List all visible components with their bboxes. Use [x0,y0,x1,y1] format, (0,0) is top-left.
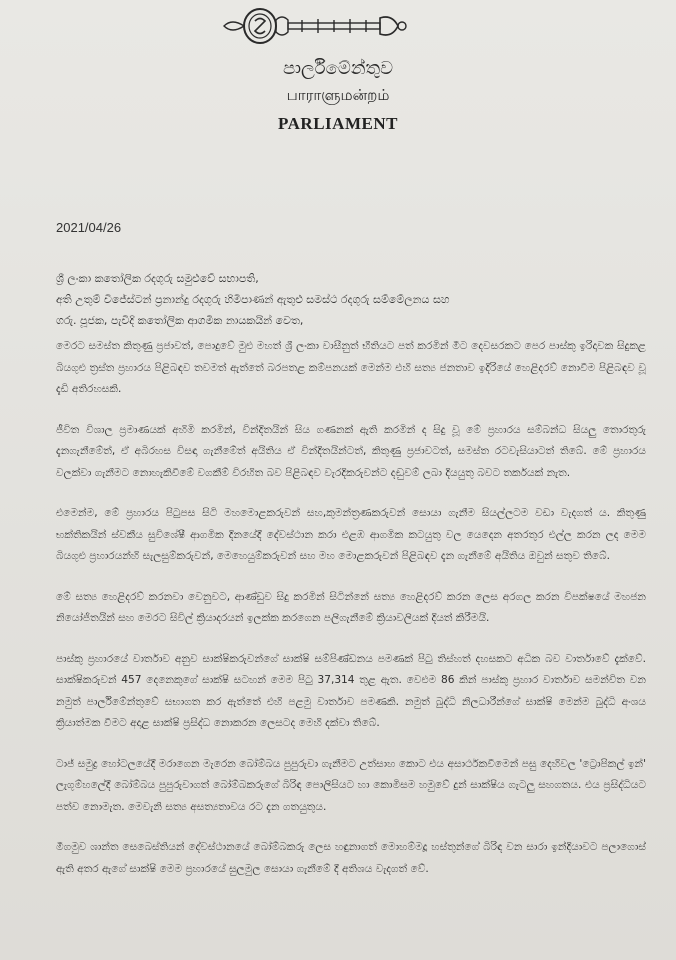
body-paragraph: මේ සත්‍ය හෙළිදරව් කරනවා වෙනුවට, ආණ්ඩුව සිදු කරමින් සිටින්නේ සත්‍ය හෙළිදරව් කරන ලෙස අරගල කරන විපක්ෂයේ මහජන නියෝජිතයින් සහ මෙරට සිවිල් ක්‍රියාදරයන් ඉලක්ක කරගෙන පලිගැනීමේ ක්‍රියාවලියක් දියත් කිරීමයි. [56,590,646,624]
recipient-address [56,268,646,331]
body-paragraph: මෙරට සමස්ත කිතුණු ප්‍රජාවත්, පොදුවේ මුළු මහත් ශ්‍රී ලංකා වාසීනුත් භීතියට පත් කරමින් මීට දෙවසරකට පෙර පාස්කු ඉරිදාවක සිදුකළ බියගුළු ත්‍රස්ත ප්‍රහාරය පිළිබඳව තවමත් ඇත්තේ බරපතළ කම්පනයක් මෙන්ම එහි සත්‍ය ජනතාව ඉදිරියේ හෙළිදරව් නොවීම පිළිබඳව වූ දැඩි අතිරහසකි. [56,340,646,395]
body-paragraph: එමෙන්ම, මේ ප්‍රහාරය පිටුපස සිටි මහමොළකරුවන් සහ,කුමන්ත්‍රණකරුවන් සොයා ගැනීම සියල්ලටම වඩා වැදගත් ය. කිතුණු භක්තිකයින් ස්වකීය සුවිශේෂී ආගමික දිනයේදී දේවස්ථාන කරා එළඹ ආගමික කටයුතු වල යෙදෙන අතරතුර එල්ල කරන ලද මෙම බියගුළු ප්‍රහාරයන්හි සැලසුම්කරුවන්, මෙහෙයුම්කරුවන් සහ මහ මොළකරුවන් පිළිබඳව දැන ගැනීමේ අයිතිය ඔවුන් සතුව තිබේ. [56,507,646,562]
address-line: ශ්‍රී ලංකා කතෝලික රදගුරු සමුළුවේ සභාපති, [56,272,259,285]
body-paragraph: ජීවිත විශාල ප්‍රමාණයක් අහිමි කරමින්, වින්දිතයින් සිය ගණනක් ඇති කරමින් ද සිදු වූ මේ ප්‍රහාරය සම්බන්ධ සියලු තොරතුරු දැනගැනීමේත්, ඒ අබිරහස විසඳා ගැනීමේත් අයිතිය ඒ වින්දිතයින්ටත්, කිතුණු ප්‍රජාවටත්, සමස්ත රටවැසියාටත් තිබේ. මේ ප්‍රහාරය වලක්වා ගැනීමට නොහැකිවීමේ වගකීම් විරහිත බව පිළිබඳව වැරදිකරුවන්ට දඬුවම් ලබා දියයුතු බවට තර්කයක් නැත. [56,423,646,479]
address-line: අති උතුම් විජේස්ටන් ප්‍රනාන්දු රදගුරු හිමිපාණන් ඇතුළු සමස්ථ රදගුරු සම්මේලනය සහ [56,293,450,306]
body-paragraph: පාස්කු ප්‍රහාරයේ වාර්තාව අනුව සාක්ෂිකරුවන්ගේ සාක්ෂි සම්පිණ්ඩනය පමණක් පිටු තිස්හත් දහසකට අධික බව වාර්තාවේ දැක්වේ. සාක්ෂිකරුවන් 457 දෙනෙකුගේ සාක්ෂි සටහන් මෙම පිටු 37,314 තුළ ඇත. වෙළුම 86 කින් පාස්කු ප්‍රහාර වාර්තාව සමන්විත වන නමුත් පාර්ලිමේන්තුවේ සභාගත කර ඇත්තේ එහි පළමු වාර්තාව පමණකි. නමුත් බුද්ධි නිලධාරීන්ගේ සාක්ෂි මෙන්ම බුද්ධි අංශය ක්‍රියාත්මක වීමට අදාළ සාක්ෂි ප්‍රසිද්ධ නොකරන ලෙසටද මෙහි දක්වා තිබේ. [56,652,646,729]
body-paragraph: මීගමුව ශාන්ත සෙබෙස්තියන් දේවස්ථානයේ බෝම්බකරු ලෙස හඳුනාගත් මොහම්මදූ හස්තුන්ගේ බිරිඳ වන සාරා ඉන්දියාවට පලාගොස් ඇති අතර ඇගේ සාක්ෂි මෙම ප්‍රහාරයේ සුලමුල සොයා ගැනීමේ දී අතිශය වැදගත් වේ. [56,841,646,875]
body-paragraph: ටාජ් සමුද්‍ර හෝටලයේදී මරාගෙන මැරෙන බෝම්බය පුපුරුවා ගැනීමට උත්සාහ කොට එය අසාර්ථකවීමෙන් පසු දෙහිවල 'ට්‍රොපිකල් ඉන්' ලැගුම්හලේදී බෝම්බය පුපුරුවාගත් බෝම්බකරුගේ බිරිඳ පොලිසියට හා කොමිසම හමුවේ දුන් සාක්ෂිය ගැටලු සහගතය. එය ප්‍රසිද්ධියට පත්ව නොමැත. මෙවැනි සත්‍ය අසත්‍යතාවය රට දැන ගතයුතුය. [56,757,646,813]
letterhead-title-tamil: பாராளுமன்றம் [286,86,390,104]
letterhead-title-english: PARLIAMENT [278,114,398,133]
letter-body [56,336,646,899]
address-line: ගරු. පූජක, පැවිදි කතෝලික ආගමික නායකයින් වෙත, [56,314,304,327]
letter-date: 2021/04/26 [56,220,122,235]
letterhead-title-sinhala: පාර්ලිමේන්තුව [282,58,394,79]
parliament-mace-crest-icon [222,6,408,46]
